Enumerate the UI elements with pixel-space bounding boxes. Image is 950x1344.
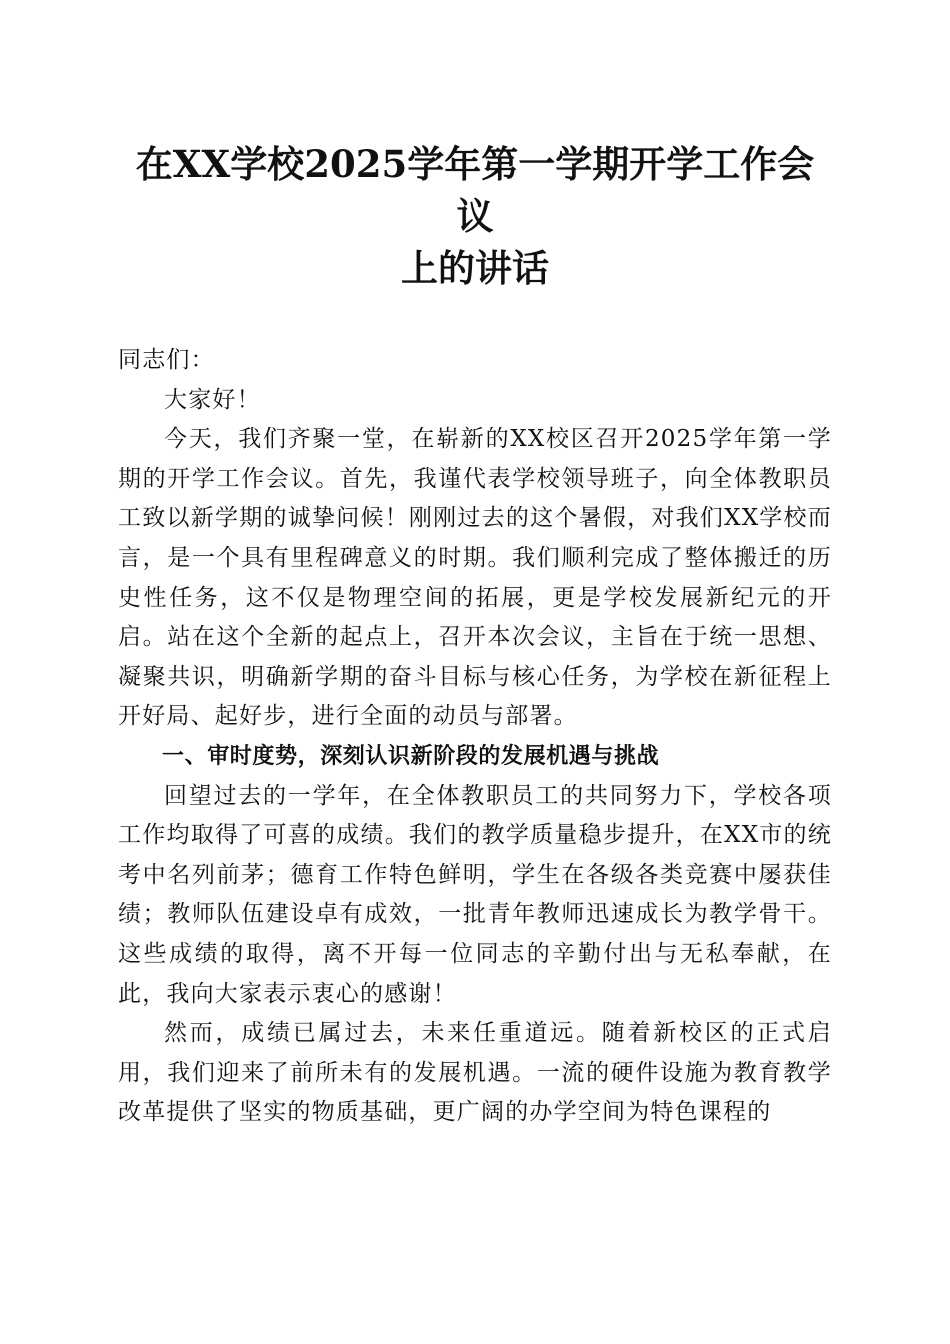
- salutation: 同志们：: [118, 347, 215, 373]
- document-page: [118, 138, 832, 1133]
- title-line-1: 在XX学校2025学年第一学期开学工作会议: [135, 142, 815, 238]
- paragraph-opportunity: 然而，成绩已属过去，未来任重道远。随着新校区的正式启用，我们迎来了前所未有的发展机遇。一流的硬件设施为教育教学改革提供了坚实的物质基础，更广阔的办学空间为特色课程的: [118, 1020, 832, 1126]
- paragraph-opening: 今天，我们齐聚一堂，在崭新的XX校区召开2025学年第一学期的开学工作会议。首先，我谨代表学校领导班子，向全体教职员工致以新学期的诚挚问候！刚刚过去的这个暑假，对我们XX学校而言，是一个具有里程碑意义的时期。我们顺利完成了整体搬迁的历史性任务，这不仅是物理空间的拓展，更是学校发展新纪元的开启。站在这个全新的起点上，召开本次会议，主旨在于统一思想、凝聚共识，明确新学期的奋斗目标与核心任务，为学校在新征程上开好局、起好步，进行全面的动员与部署。: [118, 426, 832, 730]
- title-line-2: 上的讲话: [401, 246, 549, 290]
- document-body: [118, 341, 832, 1133]
- document-title: [118, 138, 832, 294]
- greeting: 大家好！: [164, 386, 261, 413]
- section-heading-1: 一、审时度势，深刻认识新阶段的发展机遇与挑战: [162, 743, 660, 769]
- paragraph-review: 回望过去的一学年，在全体教职员工的共同努力下，学校各项工作均取得了可喜的成绩。我们的教学质量稳步提升，在XX市的统考中名列前茅；德育工作特色鲜明，学生在各级各类竞赛中屡获佳绩；教师队伍建设卓有成效，一批青年教师迅速成长为教学骨干。这些成绩的取得，离不开每一位同志的辛勤付出与无私奉献，在此，我向大家表示衷心的感谢！: [118, 782, 832, 1007]
